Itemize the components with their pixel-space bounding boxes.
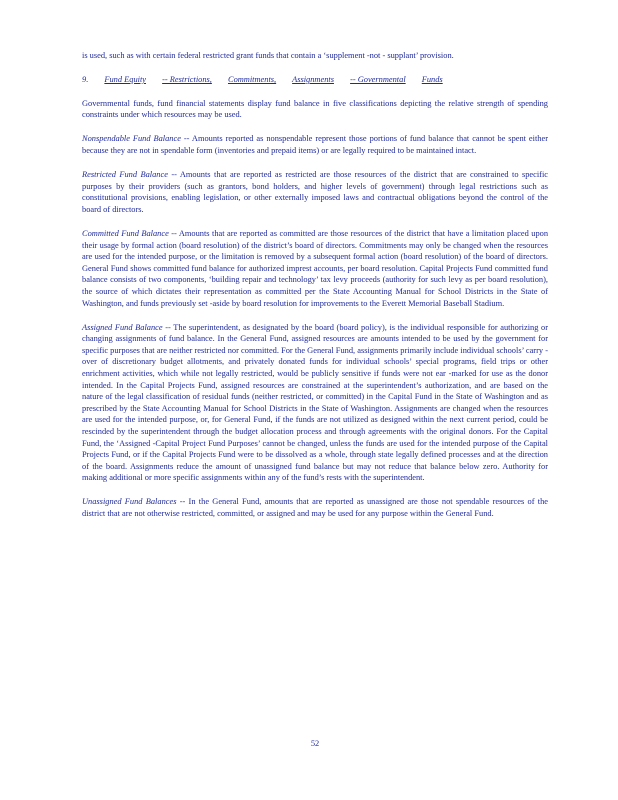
restricted-paragraph [82, 169, 548, 215]
committed-paragraph [82, 228, 548, 309]
restricted-label: Restricted Fund Balance [82, 170, 168, 180]
unassigned-paragraph [82, 496, 548, 519]
page-number: 52 [310, 739, 320, 748]
assigned-text: -- The superintendent, as designated by the board (board policy), is the individual responsible for authorizing or changing assignments of fund balance. In the General Fund, assigned resources are amounts intended to be used by the government for specific purposes that are neither restricted nor committed. For the General Fund, assignments primarily include individual schools’ carry -over of discretionary budget allotments, and privately donated funds for individual schools’ special programs, field trips or other enrichment activities, which while not legally restricted, would be publicly sensitive if funds were not ear -marked for use as the donor intended. In the Capital Projects Fund, assigned resources are constrained at the superintendent’s authorization, and are based on the nature of the legal classification of residual funds (neither restricted, or committed) in the Capital Fund in the State of Washington and as prescribed by the State Accounting Manual for School Districts in the State of Washington. Assignments are changed when the resources are used for the intended purpose, or, for General Fund, if the funds are not utilized as designed within the next current period, could be rescinded by the superintendent through the budget allocation process and through agreements with the original donors. For the Capital Fund, the ‘Assigned -Capital Project Fund Purposes’ cannot be changed, unless the funds are used for the intended purpose of the Capital Projects Fund, or if the Capital Projects Fund were to be dissolved as a whole, through state legally defined processes and at the direction of the board. Assignments reduce the amount of unassigned fund balance but may not reduce that balance below zero. Authority for making additional or more specific assignments within any of the fund’s rests with the superintendent. [82, 322, 549, 483]
heading-part-3: Commitments, [227, 75, 277, 85]
committed-text: -- Amounts that are reported as committed are those resources of the district that have a limitation placed upon their usage by formal action (board resolution) of the district’s board of directors. Commitments may only be changed when the resources are used for the intended purpose, or the limitation is removed by a subsequent formal action (board resolution) of the board of directors. General Fund shows committed fund balance for authorized imprest accounts, per board resolution. Capital Projects Fund committed fund balance consists of two components, ‘building repair and technology’ tax levy proceeds (authority for such levy as per board resolution), the source of which dictates their representation as committed per the State Accounting Manual for School Districts in the State of Washington, and funds previously set -aside by board resolution for improvements to the Everett Memorial Baseball Stadium. [82, 228, 549, 308]
heading-part-5: -- Governmental [350, 75, 406, 85]
section-heading [82, 74, 548, 86]
nonspendable-paragraph [82, 133, 548, 156]
restricted-text: -- Amounts that are reported as restricted are those resources of the district that are constrained to specific purposes by their providers (such as grantors, bond holders, and higher levels of government) through legal restrictions such as constitutional provisions, enabling legislation, or other externally imposed laws and contractual obligations beyond the control of the board of directors. [82, 170, 548, 214]
heading-part-6: Funds [421, 75, 443, 85]
section-number: 9. [82, 75, 89, 85]
assigned-label: Assigned Fund Balance [82, 322, 163, 332]
heading-part-1: Fund Equity [104, 75, 147, 85]
nonspendable-text: -- Amounts reported as nonspendable represent those portions of fund balance that cannot be spent either because they are not in spendable form (inventories and prepaid items) or are legally required to be maintained intact. [82, 134, 548, 155]
intro-paragraph: is used, such as with certain federal restricted grant funds that contain a ‘supplement -not - supplant’ provision. [82, 51, 454, 60]
unassigned-text: -- In the General Fund, amounts that are reported as unassigned are those not spendable resources of the district that are not otherwise restricted, committed, or assigned and may be used for any purpose within the General Fund. [82, 497, 548, 518]
nonspendable-label: Nonspendable Fund Balance [82, 134, 181, 144]
overview-paragraph: Governmental funds, fund financial statements display fund balance in five classifications depicting the relative strength of spending constraints under which resources may be used. [82, 98, 548, 120]
heading-part-2: -- Restrictions, [162, 75, 212, 85]
unassigned-label: Unassigned Fund Balances [82, 497, 177, 507]
heading-part-4: Assignments [292, 75, 334, 85]
document-page [82, 50, 549, 748]
assigned-paragraph [82, 322, 548, 484]
committed-label: Committed Fund Balance [82, 228, 169, 238]
